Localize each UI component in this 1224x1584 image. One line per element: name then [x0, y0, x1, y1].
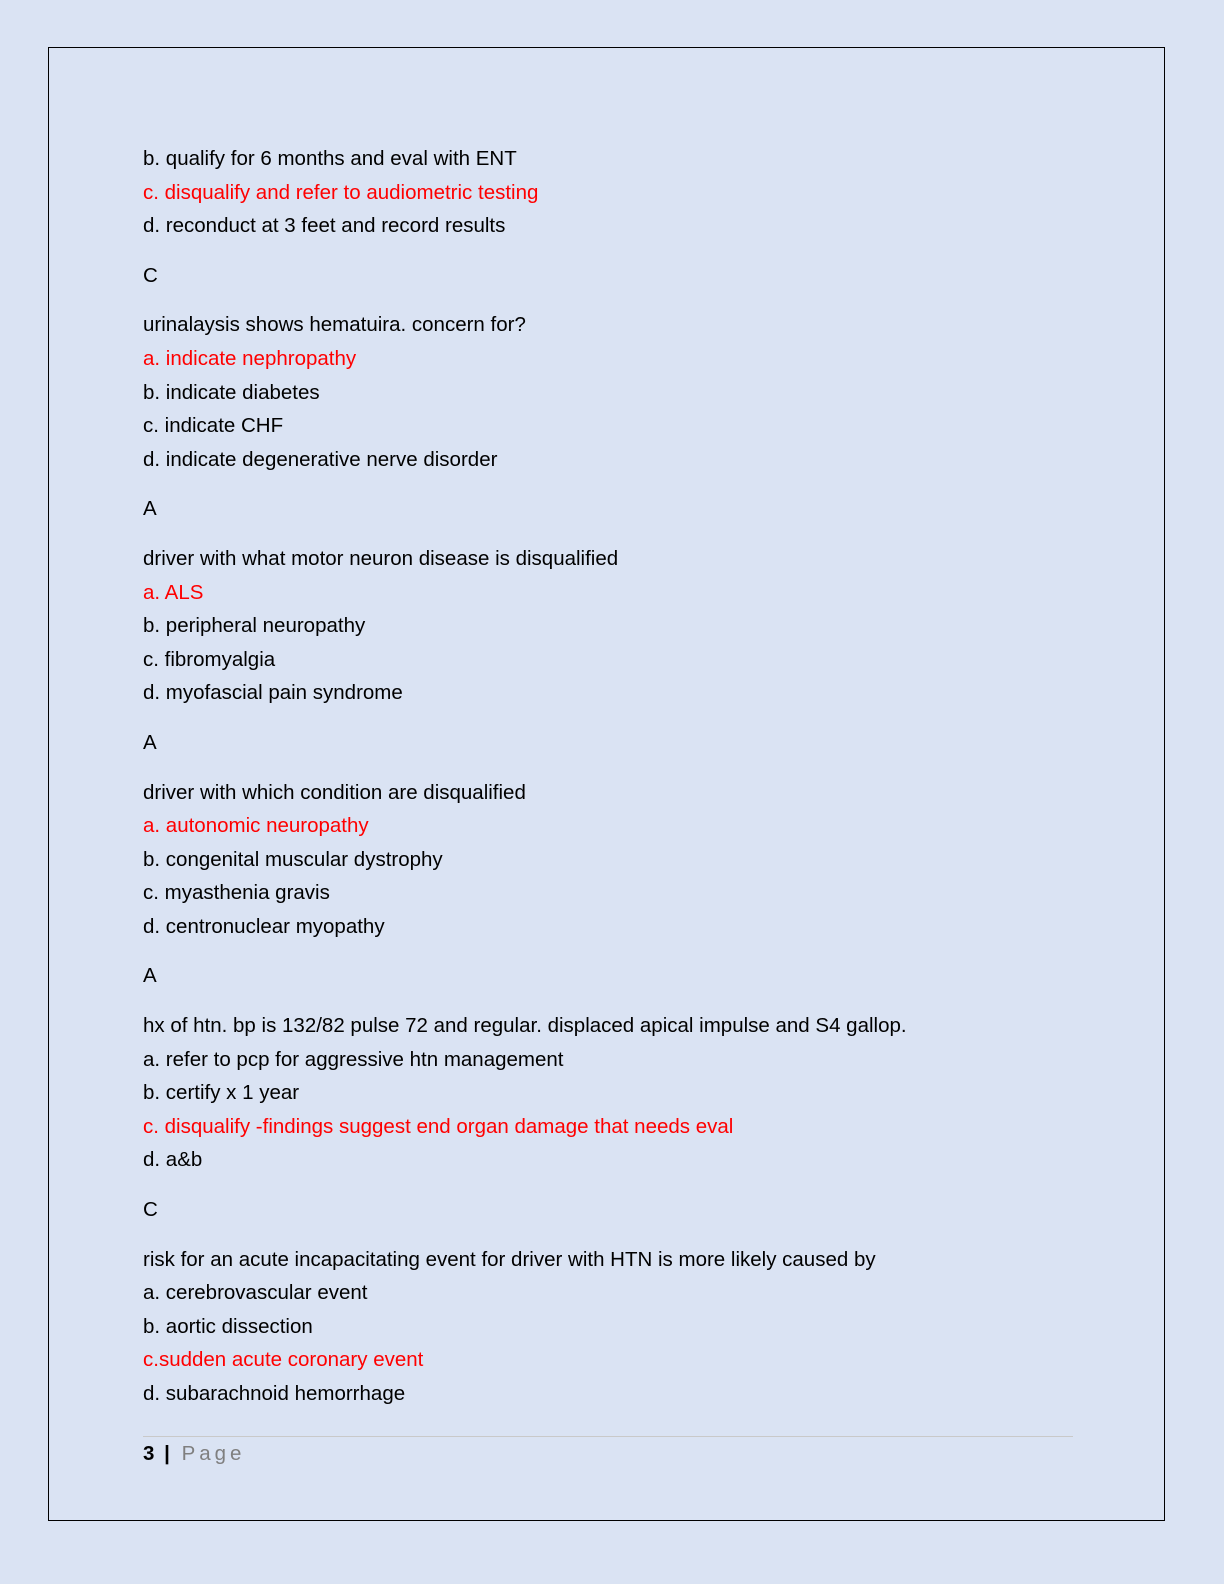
option-line: c. indicate CHF	[143, 414, 284, 438]
question-block	[143, 1243, 1073, 1411]
footer-divider	[143, 1436, 1073, 1437]
correct-option: a. autonomic neuropathy	[143, 814, 369, 838]
option-line: d. subarachnoid hemorrhage	[143, 1382, 406, 1405]
option-line: b. congenital muscular dystrophy	[143, 847, 443, 871]
question-text: hx of htn. bp is 132/82 pulse 72 and regular. displaced apical impulse and S4 gallop.	[143, 1014, 907, 1038]
option-line: b. peripheral neuropathy	[143, 614, 366, 638]
question-text: risk for an acute incapacitating event for driver with HTN is more likely caused by	[143, 1247, 876, 1271]
document-body	[143, 142, 1073, 1411]
answer-key: C	[143, 263, 158, 287]
option-line: d. indicate degenerative nerve disorder	[143, 447, 498, 471]
question-block	[143, 1009, 1073, 1177]
question-text: driver with what motor neuron disease is disqualified	[143, 546, 619, 570]
correct-option: a. indicate nephropathy	[143, 346, 357, 370]
correct-option: c. disqualify and refer to audiometric testing	[143, 180, 539, 204]
answer-key: C	[143, 1198, 158, 1222]
option-line: b. aortic dissection	[143, 1314, 313, 1338]
answer-key: A	[143, 964, 157, 988]
option-line: b. indicate diabetes	[143, 380, 320, 404]
correct-option: a. ALS	[143, 580, 204, 604]
correct-option: c. disqualify -findings suggest end organ damage that needs eval	[143, 1114, 734, 1138]
answer-key: A	[143, 497, 157, 521]
question-text: urinalaysis shows hematuira. concern for?	[143, 313, 526, 337]
page-label: Page	[181, 1442, 246, 1465]
option-line: d. centronuclear myopathy	[143, 914, 385, 938]
question-block	[143, 542, 1073, 710]
question-block	[143, 142, 1073, 243]
option-line: c. myasthenia gravis	[143, 881, 330, 905]
question-block	[143, 776, 1073, 944]
option-line: d. a&b	[143, 1148, 203, 1172]
correct-option: c.sudden acute coronary event	[143, 1348, 424, 1372]
option-line: d. myofascial pain syndrome	[143, 681, 403, 705]
page-number: 3	[143, 1442, 155, 1465]
option-line: a. refer to pcp for aggressive htn management	[143, 1047, 564, 1071]
option-line: b. qualify for 6 months and eval with ENT	[143, 147, 517, 170]
option-line: a. cerebrovascular event	[143, 1281, 368, 1305]
answer-key: A	[143, 730, 157, 754]
option-line: c. fibromyalgia	[143, 647, 276, 671]
option-line: d. reconduct at 3 feet and record results	[143, 214, 506, 238]
page-footer	[143, 1440, 245, 1468]
question-text: driver with which condition are disqualified	[143, 780, 526, 804]
footer-separator: |	[164, 1442, 170, 1465]
option-line: b. certify x 1 year	[143, 1081, 300, 1105]
question-block	[143, 308, 1073, 476]
